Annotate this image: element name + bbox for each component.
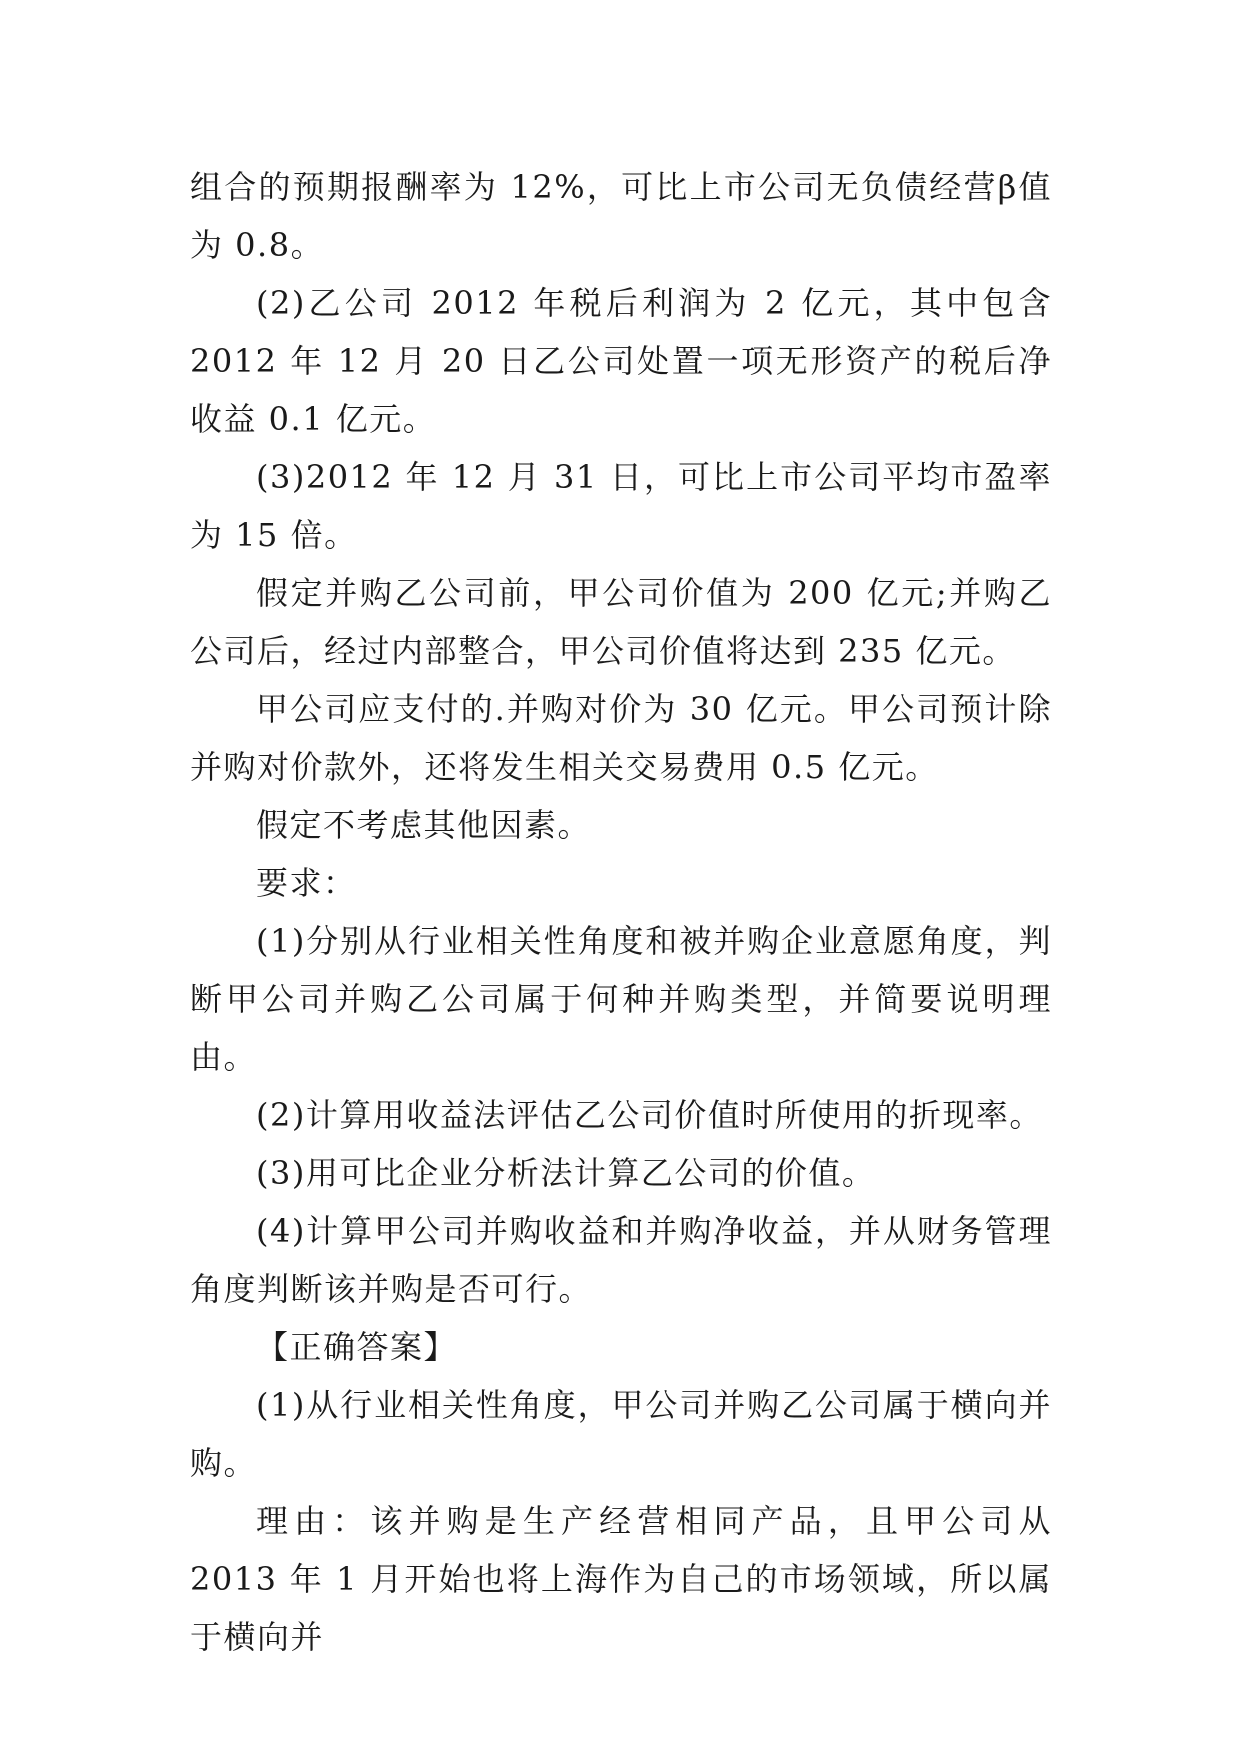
paragraph: (3)2012 年 12 月 31 日，可比上市公司平均市盈率为 15 倍。 (190, 458, 1052, 554)
paragraph: 组合的预期报酬率为 12%，可比上市公司无负债经营β值为 0.8。 (190, 168, 1052, 264)
document-body (190, 158, 1052, 1666)
question-item: (2)计算用收益法评估乙公司价值时所使用的折现率。 (256, 1096, 1043, 1134)
question-item: (3)用可比企业分析法计算乙公司的价值。 (256, 1154, 876, 1192)
answer-item: (1)从行业相关性角度，甲公司并购乙公司属于横向并购。 (190, 1386, 1052, 1482)
requirements-heading: 要求： (256, 864, 357, 902)
paragraph: 假定并购乙公司前，甲公司价值为 200 亿元;并购乙公司后，经过内部整合，甲公司价值将达到 235 亿元。 (190, 574, 1052, 670)
question-item: (1)分别从行业相关性角度和被并购企业意愿角度，判断甲公司并购乙公司属于何种并购类型，并简要说明理由。 (190, 922, 1052, 1076)
paragraph: 甲公司应支付的.并购对价为 30 亿元。甲公司预计除并购对价款外，还将发生相关交易费用 0.5 亿元。 (190, 690, 1052, 786)
answer-reason: 理由：该并购是生产经营相同产品，且甲公司从 2013 年 1 月开始也将上海作为自己的市场领域，所以属于横向并 (190, 1502, 1052, 1656)
paragraph: (2)乙公司 2012 年税后利润为 2 亿元，其中包含 2012 年 12 月 20 日乙公司处置一项无形资产的税后净收益 0.1 亿元。 (190, 284, 1052, 438)
paragraph: 假定不考虑其他因素。 (256, 806, 592, 844)
question-item: (4)计算甲公司并购收益和并购净收益，并从财务管理角度判断该并购是否可行。 (190, 1212, 1052, 1308)
answer-heading: 【正确答案】 (256, 1328, 458, 1366)
